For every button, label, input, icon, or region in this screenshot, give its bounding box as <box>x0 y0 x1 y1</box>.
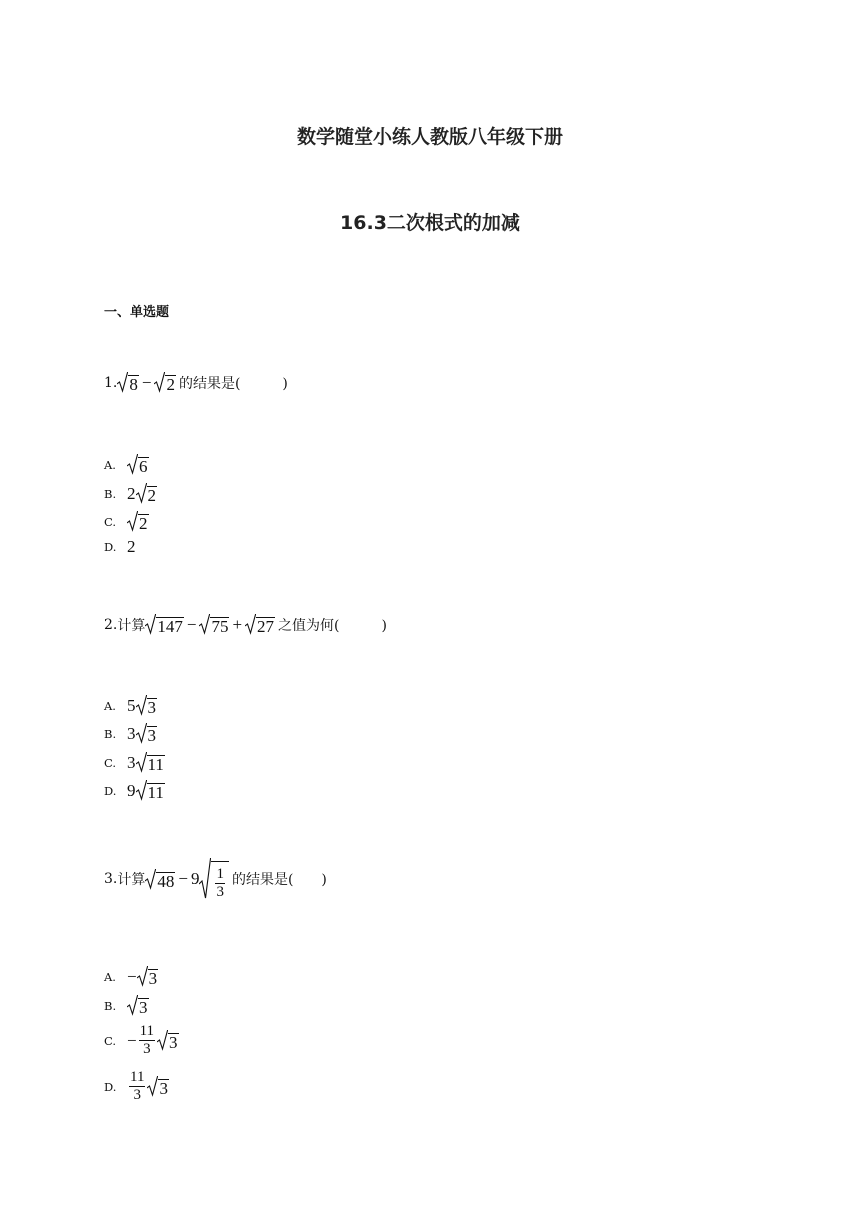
option-value: 2 <box>127 537 136 556</box>
option-a[interactable] <box>104 695 157 716</box>
sqrt-expression <box>199 614 229 635</box>
question-prefix: 计算 <box>117 872 146 888</box>
option-label: D. <box>104 783 117 798</box>
coefficient: 3 <box>127 723 136 743</box>
option-c[interactable] <box>104 752 165 773</box>
option-label: D. <box>104 1079 117 1094</box>
question-expression <box>145 858 229 900</box>
option-value <box>127 780 165 801</box>
radicand: 3 <box>159 1079 168 1098</box>
option-d[interactable] <box>104 1070 169 1103</box>
option-value <box>127 1070 169 1103</box>
question-text: 的结果是( ) <box>231 872 327 888</box>
sqrt-fraction <box>199 858 229 900</box>
option-b[interactable] <box>104 995 149 1016</box>
radicand: 3 <box>147 726 156 745</box>
option-label: A. <box>104 457 116 472</box>
option-b[interactable] <box>104 723 157 744</box>
coefficient: 3 <box>127 752 136 772</box>
option-c[interactable] <box>104 511 149 532</box>
question-1 <box>104 372 288 393</box>
option-label: B. <box>104 998 117 1013</box>
radicand: 3 <box>148 969 158 988</box>
option-d[interactable] <box>104 780 165 801</box>
option-b[interactable] <box>104 483 157 504</box>
fraction-denominator: 3 <box>216 884 224 900</box>
sqrt-expression <box>117 372 139 393</box>
radicand: 11 <box>147 783 164 802</box>
radicand: 2 <box>139 514 148 533</box>
minus-sign: − <box>186 614 197 634</box>
radicand: 3 <box>147 698 156 717</box>
radicand: 3 <box>169 1033 178 1052</box>
option-value <box>127 966 158 987</box>
fraction-numerator: 1 <box>216 866 224 882</box>
document-subtitle: 16.3二次根式的加减 <box>340 212 520 234</box>
option-label: B. <box>104 726 117 741</box>
option-value <box>127 695 157 716</box>
sqrt-expression <box>145 869 175 890</box>
sqrt-expression <box>245 614 275 635</box>
option-value <box>127 511 149 532</box>
option-value <box>127 1024 179 1057</box>
radicand: 11 <box>147 755 164 774</box>
minus-sign: − <box>127 966 137 986</box>
option-a[interactable] <box>104 454 149 475</box>
option-value <box>127 752 165 773</box>
radicand: 3 <box>139 998 148 1017</box>
radicand: 8 <box>129 375 138 394</box>
fraction-numerator: 11 <box>130 1069 145 1085</box>
option-label: D. <box>104 540 117 554</box>
fraction-denominator: 3 <box>143 1041 151 1057</box>
option-label: C. <box>104 755 117 770</box>
radicand: 2 <box>147 486 156 505</box>
option-label: C. <box>104 1033 117 1048</box>
question-number: 3. <box>104 871 118 887</box>
question-2 <box>104 614 387 635</box>
coefficient: 9 <box>127 780 136 800</box>
radicand: 2 <box>166 375 175 394</box>
sqrt-expression <box>145 614 184 635</box>
coefficient: 2 <box>127 483 136 503</box>
question-expression <box>145 614 275 635</box>
option-value <box>127 454 149 475</box>
option-value <box>127 723 157 744</box>
option-a[interactable] <box>104 966 158 987</box>
radicand: 27 <box>257 617 275 636</box>
question-text: 的结果是( ) <box>178 375 288 392</box>
section-heading: 一、单选题 <box>104 305 170 320</box>
coefficient: 9 <box>190 869 200 888</box>
document-title: 数学随堂小练人教版八年级下册 <box>296 126 563 148</box>
question-expression <box>117 372 176 393</box>
option-label: B. <box>104 486 117 501</box>
fraction-numerator: 11 <box>139 1023 155 1039</box>
option-label: C. <box>104 514 117 529</box>
radicand: 6 <box>139 457 148 476</box>
option-d[interactable] <box>104 537 136 557</box>
option-label: A. <box>104 969 116 984</box>
coefficient: 5 <box>127 695 136 715</box>
question-text: 之值为何( ) <box>278 617 387 634</box>
option-value <box>127 995 149 1016</box>
option-value <box>127 483 157 504</box>
plus-sign: + <box>232 614 243 634</box>
question-number: 1. <box>104 374 118 391</box>
radicand: 48 <box>157 871 175 891</box>
fraction-denominator: 3 <box>133 1087 141 1103</box>
radicand: 75 <box>211 617 229 636</box>
question-number: 2. <box>104 616 118 633</box>
question-prefix: 计算 <box>117 617 146 634</box>
option-label: A. <box>104 698 116 713</box>
radicand: 147 <box>157 617 183 636</box>
minus-sign: − <box>141 372 152 392</box>
question-3 <box>104 858 327 900</box>
minus-sign: − <box>127 1030 137 1050</box>
option-c[interactable] <box>104 1024 179 1057</box>
sqrt-expression <box>154 372 176 393</box>
minus-sign: − <box>178 869 188 888</box>
